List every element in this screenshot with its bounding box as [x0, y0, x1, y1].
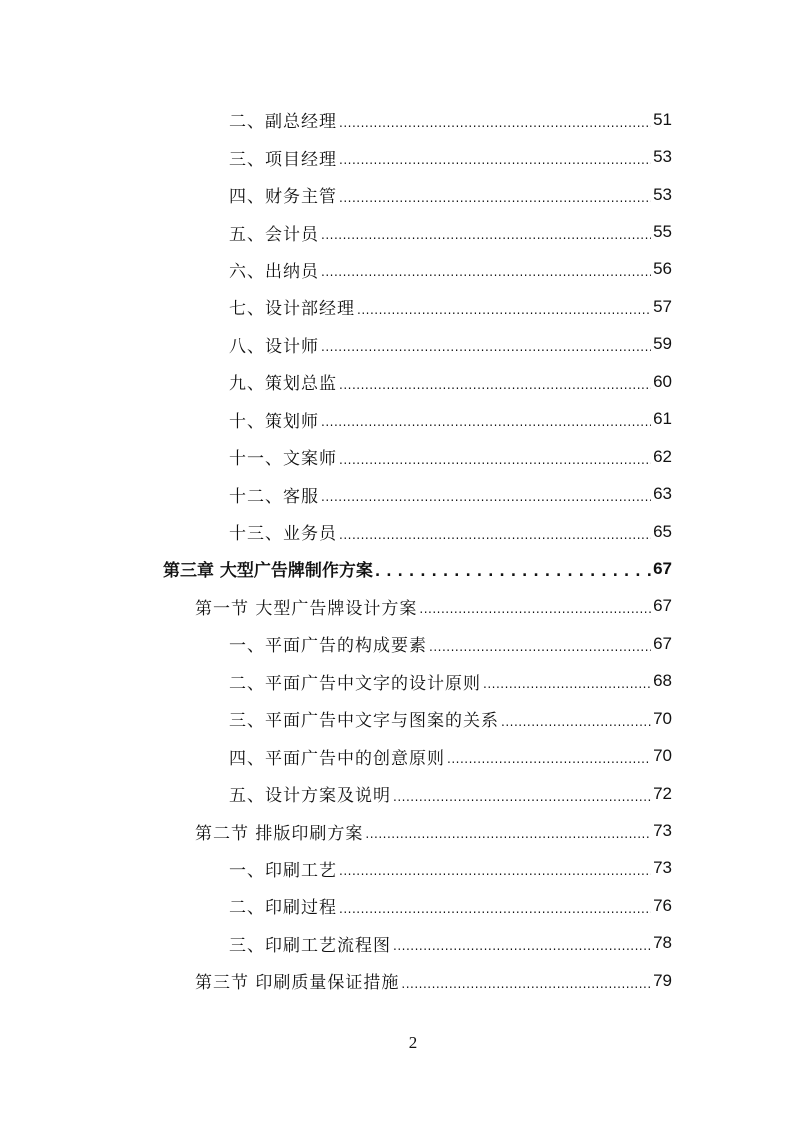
toc-label: 九、策划总监	[229, 374, 337, 395]
toc-page-number: 67	[653, 558, 672, 578]
dot-leader	[339, 378, 651, 392]
dot-leader	[483, 677, 651, 691]
toc-label: 三、平面广告中文字与图案的关系	[229, 711, 499, 732]
toc-label: 二、副总经理	[229, 112, 337, 133]
dot-leader	[339, 453, 651, 467]
toc-item[interactable]	[229, 101, 672, 138]
toc-item[interactable]	[229, 213, 672, 250]
toc-section[interactable]	[195, 588, 672, 625]
dot-leader	[321, 340, 651, 354]
toc-label: 三、项目经理	[229, 149, 337, 170]
toc-label: 七、设计部经理	[229, 299, 355, 320]
dot-leader	[429, 640, 651, 654]
toc-item[interactable]	[229, 326, 672, 363]
toc-label: 十三、业务员	[229, 524, 337, 545]
toc-page-number: 60	[653, 371, 672, 391]
toc-label: 八、设计师	[229, 336, 319, 357]
dot-leader	[339, 116, 651, 130]
toc-page-number: 65	[653, 521, 672, 541]
toc-label: 五、会计员	[229, 224, 319, 245]
table-of-contents	[0, 101, 793, 1000]
toc-label: 一、印刷工艺	[229, 860, 337, 881]
dot-leader	[321, 415, 651, 429]
toc-item[interactable]	[229, 138, 672, 175]
toc-page-number: 73	[653, 821, 672, 841]
toc-page-number: 63	[653, 484, 672, 504]
toc-label: 第三章 大型广告牌制作方案	[163, 561, 373, 582]
toc-page-number: 59	[653, 334, 672, 354]
dot-leader	[393, 790, 651, 804]
toc-section[interactable]	[195, 812, 672, 849]
toc-label: 二、平面广告中文字的设计原则	[229, 673, 481, 694]
dot-leader	[339, 153, 651, 167]
toc-label: 第二节 排版印刷方案	[195, 823, 364, 844]
toc-page-number: 67	[653, 596, 672, 616]
toc-label: 四、平面广告中的创意原则	[229, 748, 445, 769]
dot-leader	[419, 602, 651, 616]
toc-item[interactable]	[229, 700, 672, 737]
toc-page-number: 73	[653, 858, 672, 878]
toc-label: 十二、客服	[229, 486, 319, 507]
dot-leader	[339, 191, 651, 205]
dot-leader	[365, 827, 651, 841]
dot-leader	[321, 265, 651, 279]
toc-page-number: 78	[653, 933, 672, 953]
toc-item[interactable]	[229, 251, 672, 288]
toc-item[interactable]	[229, 925, 672, 962]
toc-label: 六、出纳员	[229, 261, 319, 282]
toc-page-number: 70	[653, 708, 672, 728]
dot-leader	[357, 303, 651, 317]
page-number: 2	[408, 1033, 418, 1052]
toc-label: 第三节 印刷质量保证措施	[195, 973, 400, 994]
toc-page-number: 55	[653, 222, 672, 242]
dot-leader	[339, 864, 651, 878]
dot-leader	[321, 490, 651, 504]
toc-page-number: 61	[653, 409, 672, 429]
toc-item[interactable]	[229, 401, 672, 438]
dot-leader	[401, 977, 651, 991]
toc-page-number: 62	[653, 446, 672, 466]
toc-item[interactable]	[229, 363, 672, 400]
toc-item[interactable]	[229, 887, 672, 924]
toc-page-number: 70	[653, 746, 672, 766]
toc-label: 十一、文案师	[229, 449, 337, 470]
toc-page-number: 68	[653, 671, 672, 691]
toc-page-number: 67	[653, 633, 672, 653]
toc-item[interactable]	[229, 625, 672, 662]
toc-label: 二、印刷过程	[229, 898, 337, 919]
toc-label: 四、财务主管	[229, 187, 337, 208]
dot-leader	[339, 528, 651, 542]
toc-chapter[interactable]	[163, 550, 672, 587]
toc-page-number: 53	[653, 147, 672, 167]
toc-label: 三、印刷工艺流程图	[229, 935, 391, 956]
toc-item[interactable]	[229, 288, 672, 325]
toc-page-number: 72	[653, 783, 672, 803]
toc-item[interactable]	[229, 775, 672, 812]
toc-label: 十、策划师	[229, 411, 319, 432]
toc-page-number: 57	[653, 296, 672, 316]
dot-leader	[447, 752, 651, 766]
dot-leader	[321, 228, 651, 242]
toc-page-number: 76	[653, 895, 672, 915]
dot-leader	[393, 939, 651, 953]
toc-item[interactable]	[229, 737, 672, 774]
toc-page-number: 53	[653, 184, 672, 204]
toc-page-number: 51	[653, 109, 672, 129]
toc-page-number: 79	[653, 970, 672, 990]
toc-item[interactable]	[229, 475, 672, 512]
toc-label: 一、平面广告的构成要素	[229, 636, 427, 657]
toc-label: 五、设计方案及说明	[229, 786, 391, 807]
toc-item[interactable]	[229, 438, 672, 475]
toc-section[interactable]	[195, 962, 672, 999]
dot-leader	[375, 564, 651, 580]
toc-item[interactable]	[229, 850, 672, 887]
toc-page-number: 56	[653, 259, 672, 279]
toc-label: 第一节 大型广告牌设计方案	[195, 598, 418, 619]
toc-item[interactable]	[229, 176, 672, 213]
toc-item[interactable]	[229, 663, 672, 700]
dot-leader	[501, 715, 651, 729]
toc-item[interactable]	[229, 513, 672, 550]
dot-leader	[339, 902, 651, 916]
